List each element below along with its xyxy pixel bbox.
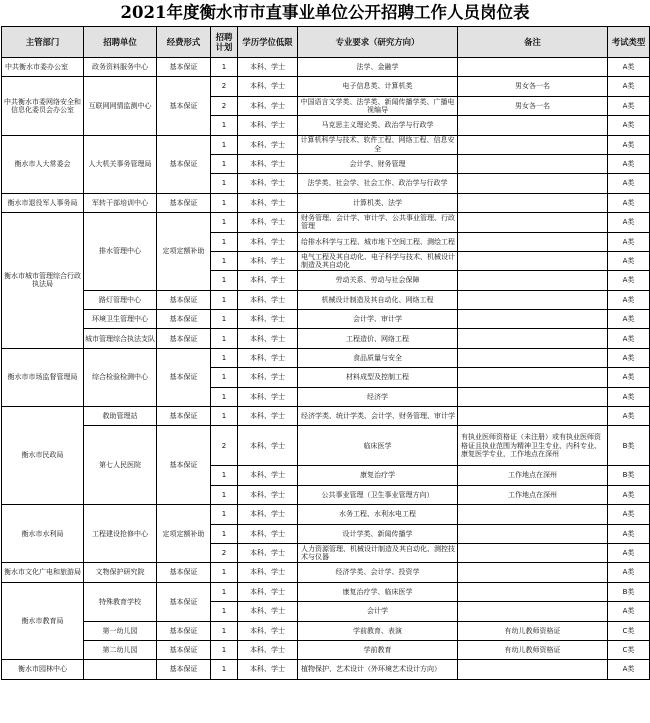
- exam-type-cell: A类: [608, 135, 650, 154]
- funding-cell: 基本保证: [157, 193, 211, 212]
- employer-cell: 互联网网情监测中心: [84, 77, 157, 135]
- major-cell: 会计学、财务管理: [298, 154, 458, 173]
- exam-type-cell: A类: [608, 368, 650, 387]
- exam-type-cell: A类: [608, 290, 650, 309]
- table-row: [2, 213, 650, 232]
- exam-type-cell: A类: [608, 387, 650, 406]
- degree-cell: 本科、学士: [238, 602, 298, 621]
- plan-cell: 1: [211, 407, 238, 426]
- degree-cell: 本科、学士: [238, 426, 298, 466]
- table-row: [2, 621, 650, 640]
- remarks-cell: [458, 582, 608, 601]
- plan-cell: 1: [211, 213, 238, 232]
- degree-cell: 本科、学士: [238, 271, 298, 290]
- major-cell: 法学、金融学: [298, 58, 458, 77]
- remarks-cell: [458, 251, 608, 270]
- degree-cell: 本科、学士: [238, 368, 298, 387]
- degree-cell: 本科、学士: [238, 485, 298, 504]
- exam-type-cell: A类: [608, 524, 650, 543]
- funding-cell: 基本保证: [157, 660, 211, 679]
- funding-cell: 定项定额补助: [157, 213, 211, 291]
- remarks-cell: [458, 524, 608, 543]
- exam-type-cell: A类: [608, 271, 650, 290]
- exam-type-cell: A类: [608, 485, 650, 504]
- degree-cell: 本科、学士: [238, 329, 298, 348]
- funding-cell: 基本保证: [157, 135, 211, 193]
- funding-cell: 基本保证: [157, 582, 211, 621]
- major-cell: 工程造价、网络工程: [298, 329, 458, 348]
- plan-cell: 1: [211, 505, 238, 524]
- header-remarks: 备注: [458, 27, 608, 58]
- exam-type-cell: A类: [608, 116, 650, 135]
- remarks-cell: [458, 348, 608, 367]
- remarks-cell: 有执业医师资格证（未注册）或有执业医师资格证且执业范围为精神卫生专业、内科专业、康复医学专业，工作地点在深州: [458, 426, 608, 466]
- employer-cell: 第七人民医院: [84, 426, 157, 505]
- plan-cell: 1: [211, 135, 238, 154]
- degree-cell: 本科、学士: [238, 232, 298, 251]
- remarks-cell: [458, 290, 608, 309]
- exam-type-cell: A类: [608, 58, 650, 77]
- plan-cell: 1: [211, 290, 238, 309]
- remarks-cell: 工作地点在深州: [458, 485, 608, 504]
- exam-type-cell: A类: [608, 505, 650, 524]
- table-row: [2, 582, 650, 601]
- major-cell: 机械设计制造及其自动化、网络工程: [298, 290, 458, 309]
- degree-cell: 本科、学士: [238, 154, 298, 173]
- degree-cell: 本科、学士: [238, 621, 298, 640]
- major-cell: 会计学、审计学: [298, 310, 458, 329]
- degree-cell: 本科、学士: [238, 310, 298, 329]
- degree-cell: 本科、学士: [238, 193, 298, 212]
- remarks-cell: [458, 543, 608, 562]
- table-header-row: [2, 27, 650, 58]
- department-cell: 衡水市退役军人事务局: [2, 193, 84, 212]
- degree-cell: 本科、学士: [238, 290, 298, 309]
- degree-cell: 本科、学士: [238, 348, 298, 367]
- major-cell: 植物保护、艺术设计（外环境艺术设计方向）: [298, 660, 458, 679]
- degree-cell: 本科、学士: [238, 251, 298, 270]
- exam-type-cell: A类: [608, 329, 650, 348]
- major-cell: 公共事业管理（卫生事业管理方向）: [298, 485, 458, 504]
- remarks-cell: [458, 135, 608, 154]
- plan-cell: 1: [211, 58, 238, 77]
- exam-type-cell: A类: [608, 407, 650, 426]
- major-cell: 劳动关系、劳动与社会保障: [298, 271, 458, 290]
- department-cell: 衡水市民政局: [2, 407, 84, 505]
- employer-cell: 人大机关事务管理局: [84, 135, 157, 193]
- job-positions-table: [1, 26, 650, 680]
- degree-cell: 本科、学士: [238, 116, 298, 135]
- exam-type-cell: A类: [608, 154, 650, 173]
- degree-cell: 本科、学士: [238, 660, 298, 679]
- department-cell: 衡水市文化广电和旅游局: [2, 563, 84, 582]
- exam-type-cell: A类: [608, 543, 650, 562]
- major-cell: 材料成型及控制工程: [298, 368, 458, 387]
- plan-cell: 1: [211, 524, 238, 543]
- header-department: 主管部门: [2, 27, 84, 58]
- department-cell: 中共衡水市委办公室: [2, 58, 84, 77]
- plan-cell: 1: [211, 563, 238, 582]
- plan-cell: 1: [211, 368, 238, 387]
- plan-cell: 1: [211, 116, 238, 135]
- exam-type-cell: A类: [608, 193, 650, 212]
- department-cell: 衡水市市场监督管理局: [2, 348, 84, 406]
- employer-cell: [84, 660, 157, 679]
- employer-cell: 第一幼儿园: [84, 621, 157, 640]
- employer-cell: 环境卫生管理中心: [84, 310, 157, 329]
- plan-cell: 1: [211, 485, 238, 504]
- major-cell: 经济学类、统计学类、会计学、财务管理、审计学: [298, 407, 458, 426]
- plan-cell: 2: [211, 96, 238, 115]
- degree-cell: 本科、学士: [238, 407, 298, 426]
- table-row: [2, 505, 650, 524]
- funding-cell: 基本保证: [157, 640, 211, 659]
- plan-cell: 1: [211, 660, 238, 679]
- remarks-cell: [458, 329, 608, 348]
- employer-cell: 救助管理站: [84, 407, 157, 426]
- major-cell: 经济学类、会计学、投资学: [298, 563, 458, 582]
- funding-cell: 基本保证: [157, 310, 211, 329]
- employer-cell: 军转干部培训中心: [84, 193, 157, 212]
- table-row: [2, 563, 650, 582]
- remarks-cell: [458, 660, 608, 679]
- remarks-cell: [458, 602, 608, 621]
- funding-cell: 基本保证: [157, 77, 211, 135]
- department-cell: 衡水市水利局: [2, 505, 84, 563]
- degree-cell: 本科、学士: [238, 96, 298, 115]
- employer-cell: 城市管理综合执法支队: [84, 329, 157, 348]
- major-cell: 康复治疗学: [298, 466, 458, 485]
- plan-cell: 2: [211, 426, 238, 466]
- exam-type-cell: C类: [608, 621, 650, 640]
- table-row: [2, 77, 650, 96]
- exam-type-cell: A类: [608, 310, 650, 329]
- funding-cell: 定项定额补助: [157, 505, 211, 563]
- plan-cell: 1: [211, 154, 238, 173]
- major-cell: 电气工程及其自动化、电子科学与技术、机械设计制造及其自动化: [298, 251, 458, 270]
- remarks-cell: [458, 505, 608, 524]
- major-cell: 电子信息类、计算机类: [298, 77, 458, 96]
- employer-cell: 特殊教育学校: [84, 582, 157, 621]
- remarks-cell: [458, 407, 608, 426]
- page-title: 2021年度衡水市市直事业单位公开招聘工作人员岗位表: [120, 3, 530, 22]
- funding-cell: 基本保证: [157, 426, 211, 505]
- exam-type-cell: A类: [608, 213, 650, 232]
- plan-cell: 1: [211, 251, 238, 270]
- funding-cell: 基本保证: [157, 407, 211, 426]
- funding-cell: 基本保证: [157, 563, 211, 582]
- remarks-cell: 工作地点在深州: [458, 466, 608, 485]
- table-row: [2, 193, 650, 212]
- table-row: [2, 640, 650, 659]
- exam-type-cell: A类: [608, 96, 650, 115]
- degree-cell: 本科、学士: [238, 135, 298, 154]
- employer-cell: 排水管理中心: [84, 213, 157, 291]
- funding-cell: 基本保证: [157, 621, 211, 640]
- degree-cell: 本科、学士: [238, 77, 298, 96]
- department-cell: 衡水市人大常委会: [2, 135, 84, 193]
- exam-type-cell: A类: [608, 660, 650, 679]
- remarks-cell: [458, 154, 608, 173]
- employer-cell: 综合检验检测中心: [84, 348, 157, 406]
- major-cell: 水务工程、水利水电工程: [298, 505, 458, 524]
- employer-cell: 文物保护研究院: [84, 563, 157, 582]
- header-degree: 学历学位低限: [238, 27, 298, 58]
- employer-cell: 路灯管理中心: [84, 290, 157, 309]
- exam-type-cell: A类: [608, 251, 650, 270]
- remarks-cell: [458, 368, 608, 387]
- header-exam-type: 考试类型: [608, 27, 650, 58]
- degree-cell: 本科、学士: [238, 543, 298, 562]
- table-row: [2, 290, 650, 309]
- header-plan: 招聘计划: [211, 27, 238, 58]
- major-cell: 计算机类、法学: [298, 193, 458, 212]
- major-cell: 会计学: [298, 602, 458, 621]
- major-cell: 法学类、社会学、社会工作、政治学与行政学: [298, 174, 458, 193]
- funding-cell: 基本保证: [157, 290, 211, 309]
- major-cell: 食品质量与安全: [298, 348, 458, 367]
- exam-type-cell: A类: [608, 232, 650, 251]
- employer-cell: 工程建设抢修中心: [84, 505, 157, 563]
- remarks-cell: 有幼儿教师资格证: [458, 621, 608, 640]
- employer-cell: 政务资料服务中心: [84, 58, 157, 77]
- plan-cell: 1: [211, 640, 238, 659]
- department-cell: 中共衡水市委网络安全和信息化委员会办公室: [2, 77, 84, 135]
- major-cell: 人力资源管理、机械设计制造及其自动化、测控技术与仪器: [298, 543, 458, 562]
- plan-cell: 1: [211, 193, 238, 212]
- header-funding: 经费形式: [157, 27, 211, 58]
- table-row: [2, 348, 650, 367]
- remarks-cell: [458, 271, 608, 290]
- remarks-cell: [458, 213, 608, 232]
- exam-type-cell: B类: [608, 426, 650, 466]
- plan-cell: 1: [211, 329, 238, 348]
- remarks-cell: 男女各一名: [458, 77, 608, 96]
- funding-cell: 基本保证: [157, 348, 211, 406]
- degree-cell: 本科、学士: [238, 466, 298, 485]
- department-cell: 衡水市园林中心: [2, 660, 84, 679]
- table-row: [2, 310, 650, 329]
- plan-cell: 1: [211, 621, 238, 640]
- remarks-cell: 男女各一名: [458, 96, 608, 115]
- remarks-cell: [458, 563, 608, 582]
- plan-cell: 1: [211, 310, 238, 329]
- degree-cell: 本科、学士: [238, 58, 298, 77]
- table-row: [2, 660, 650, 679]
- remarks-cell: [458, 58, 608, 77]
- remarks-cell: [458, 310, 608, 329]
- remarks-cell: [458, 387, 608, 406]
- plan-cell: 1: [211, 271, 238, 290]
- plan-cell: 1: [211, 174, 238, 193]
- department-cell: 衡水市城市管理综合行政执法局: [2, 213, 84, 349]
- major-cell: 马克思主义理论类、政治学与行政学: [298, 116, 458, 135]
- degree-cell: 本科、学士: [238, 563, 298, 582]
- header-employer: 招聘单位: [84, 27, 157, 58]
- degree-cell: 本科、学士: [238, 213, 298, 232]
- degree-cell: 本科、学士: [238, 640, 298, 659]
- exam-type-cell: A类: [608, 174, 650, 193]
- employer-cell: 第二幼儿园: [84, 640, 157, 659]
- table-row: [2, 135, 650, 154]
- funding-cell: 基本保证: [157, 58, 211, 77]
- table-row: [2, 426, 650, 466]
- funding-cell: 基本保证: [157, 329, 211, 348]
- exam-type-cell: B类: [608, 466, 650, 485]
- degree-cell: 本科、学士: [238, 505, 298, 524]
- major-cell: 中国语言文学类、法学类、新闻传播学类、广播电视编导: [298, 96, 458, 115]
- major-cell: 设计学类、新闻传播学: [298, 524, 458, 543]
- major-cell: 临床医学: [298, 426, 458, 466]
- remarks-cell: [458, 232, 608, 251]
- major-cell: 学前教育: [298, 640, 458, 659]
- remarks-cell: [458, 174, 608, 193]
- degree-cell: 本科、学士: [238, 387, 298, 406]
- exam-type-cell: A类: [608, 602, 650, 621]
- plan-cell: 1: [211, 348, 238, 367]
- plan-cell: 2: [211, 543, 238, 562]
- plan-cell: 1: [211, 387, 238, 406]
- remarks-cell: [458, 193, 608, 212]
- major-cell: 财务管理、会计学、审计学、公共事业管理、行政管理: [298, 213, 458, 232]
- major-cell: 学前教育、表演: [298, 621, 458, 640]
- major-cell: 康复治疗学、临床医学: [298, 582, 458, 601]
- exam-type-cell: C类: [608, 640, 650, 659]
- degree-cell: 本科、学士: [238, 524, 298, 543]
- table-row: [2, 329, 650, 348]
- exam-type-cell: B类: [608, 582, 650, 601]
- department-cell: 衡水市教育局: [2, 582, 84, 660]
- exam-type-cell: A类: [608, 77, 650, 96]
- header-major: 专业要求（研究方向）: [298, 27, 458, 58]
- table-row: [2, 407, 650, 426]
- remarks-cell: [458, 116, 608, 135]
- major-cell: 给排水科学与工程、城市地下空间工程、测绘工程: [298, 232, 458, 251]
- table-row: [2, 58, 650, 77]
- exam-type-cell: A类: [608, 348, 650, 367]
- plan-cell: 1: [211, 602, 238, 621]
- plan-cell: 1: [211, 582, 238, 601]
- plan-cell: 1: [211, 466, 238, 485]
- plan-cell: 2: [211, 77, 238, 96]
- major-cell: 经济学: [298, 387, 458, 406]
- plan-cell: 1: [211, 232, 238, 251]
- degree-cell: 本科、学士: [238, 174, 298, 193]
- remarks-cell: 有幼儿教师资格证: [458, 640, 608, 659]
- major-cell: 计算机科学与技术、软件工程、网络工程、信息安全: [298, 135, 458, 154]
- exam-type-cell: A类: [608, 563, 650, 582]
- degree-cell: 本科、学士: [238, 582, 298, 601]
